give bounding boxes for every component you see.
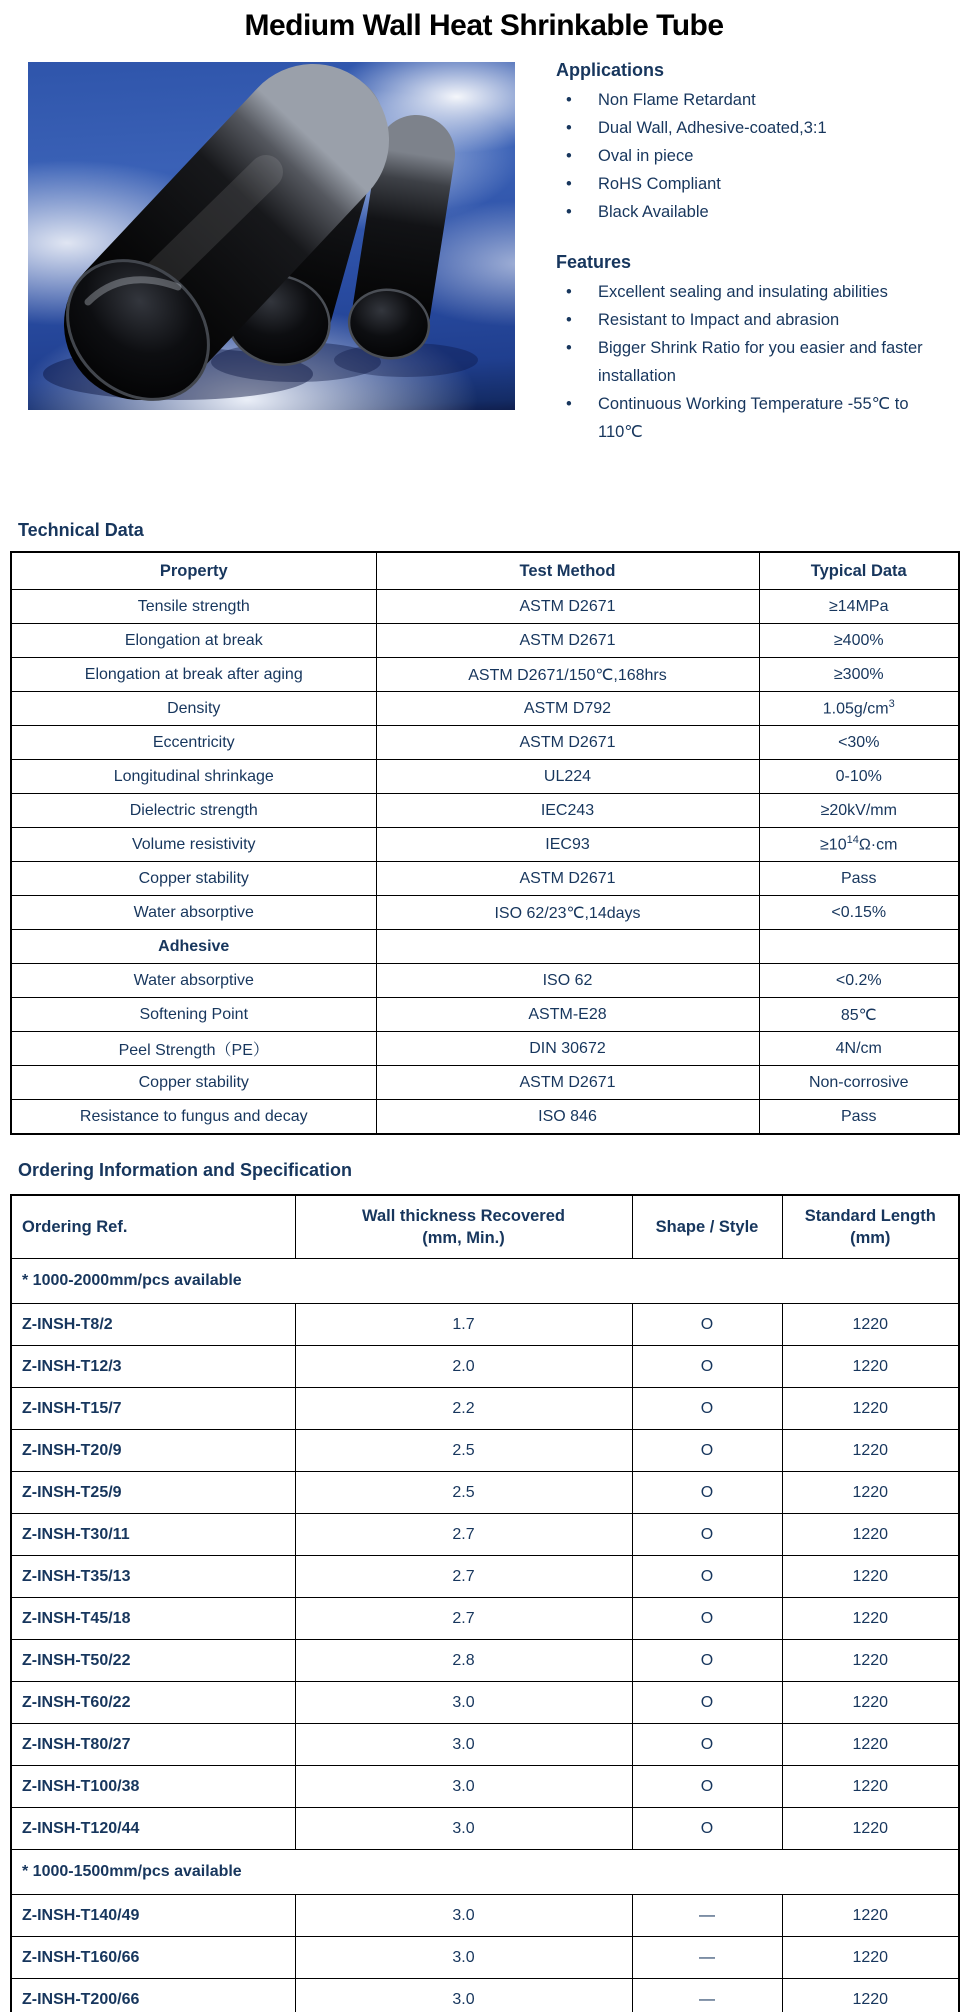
table-cell: 1220 — [782, 1388, 959, 1430]
table-row — [11, 1066, 959, 1100]
ordering-ref-cell: Z-INSH-T25/9 — [11, 1472, 295, 1514]
ordering-ref-cell: Z-INSH-T30/11 — [11, 1514, 295, 1556]
table-cell: 3.0 — [295, 1937, 632, 1979]
table-cell: 1220 — [782, 1937, 959, 1979]
table-cell: <0.15% — [759, 896, 959, 930]
list-item — [556, 170, 956, 198]
table-row — [11, 1514, 959, 1556]
table-cell: O — [632, 1640, 782, 1682]
value-part: 1.05g/cm — [822, 700, 889, 718]
ordering-ref-cell: Z-INSH-T12/3 — [11, 1346, 295, 1388]
table-cell: Peel Strength（PE） — [11, 1032, 376, 1066]
value-superscript: 3 — [888, 698, 895, 711]
table-row — [11, 760, 959, 794]
section-label: * 1000-2000mm/pcs available — [11, 1259, 959, 1304]
table-cell: 1220 — [782, 1766, 959, 1808]
list-item-text: Resistant to Impact and abrasion — [598, 311, 840, 329]
table-row — [11, 794, 959, 828]
table-cell: 3.0 — [295, 1979, 632, 2012]
table-header-row — [11, 1195, 959, 1259]
table-header-cell: Ordering Ref. — [11, 1195, 295, 1259]
table-cell: O — [632, 1766, 782, 1808]
table-cell — [759, 828, 959, 862]
ordering-ref-cell: Z-INSH-T15/7 — [11, 1388, 295, 1430]
table-cell: Resistance to fungus and decay — [11, 1100, 376, 1135]
table-row — [11, 964, 959, 998]
table-cell: ASTM D792 — [376, 692, 759, 726]
header-line: Wall thickness Recovered — [362, 1207, 565, 1225]
list-item — [556, 390, 956, 446]
bullet-icon: • — [566, 203, 572, 221]
ordering-ref-cell: Z-INSH-T80/27 — [11, 1724, 295, 1766]
table-cell: 1220 — [782, 1514, 959, 1556]
table-header-cell: Shape / Style — [632, 1195, 782, 1259]
table-cell: 2.0 — [295, 1346, 632, 1388]
table-cell: Elongation at break after aging — [11, 658, 376, 692]
bullet-icon: • — [566, 311, 572, 329]
table-cell: 4N/cm — [759, 1032, 959, 1066]
table-row — [11, 1724, 959, 1766]
table-row — [11, 1979, 959, 2012]
table-row — [11, 998, 959, 1032]
table-cell: ≥20kV/mm — [759, 794, 959, 828]
features-heading: Features — [556, 252, 632, 272]
table-cell: — — [632, 1979, 782, 2012]
table-cell: ISO 62 — [376, 964, 759, 998]
table-cell: <30% — [759, 726, 959, 760]
ordering-ref-cell: Z-INSH-T60/22 — [11, 1682, 295, 1724]
table-cell: 3.0 — [295, 1766, 632, 1808]
table-cell: Water absorptive — [11, 896, 376, 930]
table-row — [11, 862, 959, 896]
table-row — [11, 1430, 959, 1472]
table-row — [11, 1808, 959, 1850]
table-cell: UL224 — [376, 760, 759, 794]
table-cell: O — [632, 1514, 782, 1556]
table-subheader-row — [11, 930, 959, 964]
header-line: (mm) — [850, 1229, 891, 1247]
bullet-icon: • — [566, 283, 572, 301]
list-item-text: Black Available — [598, 203, 709, 221]
table-cell: 1220 — [782, 1304, 959, 1346]
value-superscript: 14 — [846, 834, 859, 847]
list-item-text: Non Flame Retardant — [598, 91, 756, 109]
table-cell: 2.8 — [295, 1640, 632, 1682]
table-row — [11, 1640, 959, 1682]
list-item — [556, 334, 956, 390]
table-header-cell: Property — [11, 552, 376, 590]
page-title: Medium Wall Heat Shrinkable Tube — [244, 9, 724, 42]
ordering-ref-cell: Z-INSH-T20/9 — [11, 1430, 295, 1472]
bullet-icon: • — [566, 147, 572, 165]
table-header-cell: Test Method — [376, 552, 759, 590]
list-item — [556, 198, 956, 226]
table-cell: O — [632, 1556, 782, 1598]
table-cell: 3.0 — [295, 1895, 632, 1937]
table-cell: 1220 — [782, 1895, 959, 1937]
table-cell: Non-corrosive — [759, 1066, 959, 1100]
table-cell: <0.2% — [759, 964, 959, 998]
table-cell: Density — [11, 692, 376, 726]
bullet-icon: • — [566, 339, 572, 357]
table-header-cell — [782, 1195, 959, 1259]
features-list — [556, 278, 956, 446]
table-cell: ASTM D2671 — [376, 590, 759, 624]
table-row — [11, 1895, 959, 1937]
table-subheader-cell: Adhesive — [11, 930, 376, 964]
table-row — [11, 1472, 959, 1514]
table-header-cell: Typical Data — [759, 552, 959, 590]
table-row — [11, 726, 959, 760]
list-item-text: Continuous Working Temperature -55℃ to 110℃ — [598, 395, 909, 441]
table-cell — [759, 930, 959, 964]
applications-list — [556, 86, 956, 226]
bullet-icon: • — [566, 119, 572, 137]
section-row — [11, 1259, 959, 1304]
table-cell: Dielectric strength — [11, 794, 376, 828]
table-cell: 85℃ — [759, 998, 959, 1032]
table-cell: O — [632, 1430, 782, 1472]
bullet-icon: • — [566, 395, 572, 413]
header-line: Standard Length — [804, 1207, 936, 1225]
header-line: (mm, Min.) — [422, 1229, 505, 1247]
table-cell — [759, 692, 959, 726]
table-cell: — — [632, 1937, 782, 1979]
table-header-cell — [295, 1195, 632, 1259]
table-row — [11, 1682, 959, 1724]
table-cell: Copper stability — [11, 862, 376, 896]
table-cell: 1220 — [782, 1640, 959, 1682]
table-row — [11, 658, 959, 692]
table-cell: DIN 30672 — [376, 1032, 759, 1066]
bullet-icon: • — [566, 91, 572, 109]
value-part: Ω·cm — [858, 836, 898, 854]
table-row — [11, 1556, 959, 1598]
table-cell: IEC93 — [376, 828, 759, 862]
table-cell: 1220 — [782, 1682, 959, 1724]
table-cell: ASTM D2671 — [376, 862, 759, 896]
table-cell: Pass — [759, 1100, 959, 1135]
product-photo — [28, 62, 515, 410]
table-header-row — [11, 552, 959, 590]
table-cell: 1220 — [782, 1430, 959, 1472]
table-cell: ISO 846 — [376, 1100, 759, 1135]
table-cell: IEC243 — [376, 794, 759, 828]
table-cell: 2.2 — [295, 1388, 632, 1430]
table-cell: Elongation at break — [11, 624, 376, 658]
table-cell: 2.5 — [295, 1472, 632, 1514]
table-cell: 0-10% — [759, 760, 959, 794]
ordering-ref-cell: Z-INSH-T160/66 — [11, 1937, 295, 1979]
table-row — [11, 1032, 959, 1066]
table-cell: 1220 — [782, 1556, 959, 1598]
table-cell: Water absorptive — [11, 964, 376, 998]
ordering-ref-cell: Z-INSH-T45/18 — [11, 1598, 295, 1640]
applications-heading: Applications — [556, 60, 665, 80]
table-cell: ASTM D2671 — [376, 1066, 759, 1100]
table-cell: ISO 62/23℃,14days — [376, 896, 759, 930]
list-item-text: Excellent sealing and insulating abilities — [598, 283, 888, 301]
table-cell: Copper stability — [11, 1066, 376, 1100]
table-row — [11, 1346, 959, 1388]
table-cell: O — [632, 1472, 782, 1514]
table-cell: Eccentricity — [11, 726, 376, 760]
table-cell: 1220 — [782, 1598, 959, 1640]
table-cell: 2.7 — [295, 1556, 632, 1598]
ordering-ref-cell: Z-INSH-T50/22 — [11, 1640, 295, 1682]
table-row — [11, 590, 959, 624]
table-cell: ≥300% — [759, 658, 959, 692]
table-cell: 1220 — [782, 1724, 959, 1766]
table-cell: 1.7 — [295, 1304, 632, 1346]
ordering-ref-cell: Z-INSH-T200/66 — [11, 1979, 295, 2012]
section-label: * 1000-1500mm/pcs available — [11, 1850, 959, 1895]
table-row — [11, 828, 959, 862]
table-cell: 3.0 — [295, 1724, 632, 1766]
section-row — [11, 1850, 959, 1895]
list-item — [556, 306, 956, 334]
table-cell: — — [632, 1895, 782, 1937]
table-row — [11, 896, 959, 930]
table-cell: O — [632, 1388, 782, 1430]
table-cell: ASTM D2671 — [376, 624, 759, 658]
table-row — [11, 692, 959, 726]
table-cell: ASTM D2671 — [376, 726, 759, 760]
table-cell — [376, 930, 759, 964]
list-item-text: Dual Wall, Adhesive-coated,3:1 — [598, 119, 827, 137]
technical-data-table — [10, 551, 960, 1135]
table-cell: Softening Point — [11, 998, 376, 1032]
table-row — [11, 1388, 959, 1430]
list-item-text: Oval in piece — [598, 147, 694, 165]
ordering-heading: Ordering Information and Specification — [18, 1160, 353, 1180]
table-cell: 3.0 — [295, 1682, 632, 1724]
ordering-table — [10, 1194, 960, 2012]
applications-features-column — [556, 58, 956, 470]
table-cell: 1220 — [782, 1472, 959, 1514]
table-row — [11, 624, 959, 658]
ordering-ref-cell: Z-INSH-T140/49 — [11, 1895, 295, 1937]
table-cell: Longitudinal shrinkage — [11, 760, 376, 794]
list-item — [556, 142, 956, 170]
table-cell: 2.7 — [295, 1514, 632, 1556]
table-cell: 2.5 — [295, 1430, 632, 1472]
table-cell: ≥14MPa — [759, 590, 959, 624]
list-item — [556, 114, 956, 142]
table-cell: O — [632, 1598, 782, 1640]
table-cell: Pass — [759, 862, 959, 896]
table-cell: O — [632, 1808, 782, 1850]
value-part: ≥10 — [820, 836, 847, 854]
ordering-ref-cell: Z-INSH-T100/38 — [11, 1766, 295, 1808]
table-cell: 1220 — [782, 1346, 959, 1388]
table-cell: ≥400% — [759, 624, 959, 658]
table-cell: 2.7 — [295, 1598, 632, 1640]
table-cell: 3.0 — [295, 1808, 632, 1850]
table-row — [11, 1937, 959, 1979]
table-cell: 1220 — [782, 1808, 959, 1850]
table-row — [11, 1100, 959, 1135]
heat-shrink-tubes-illustration — [28, 62, 515, 410]
bullet-icon: • — [566, 175, 572, 193]
ordering-ref-cell: Z-INSH-T35/13 — [11, 1556, 295, 1598]
table-row — [11, 1598, 959, 1640]
table-cell: ASTM D2671/150℃,168hrs — [376, 658, 759, 692]
list-item-text: RoHS Compliant — [598, 175, 721, 193]
ordering-ref-cell: Z-INSH-T8/2 — [11, 1304, 295, 1346]
table-cell: O — [632, 1682, 782, 1724]
table-cell: O — [632, 1724, 782, 1766]
table-cell: ASTM-E28 — [376, 998, 759, 1032]
list-item — [556, 278, 956, 306]
list-item-text: Bigger Shrink Ratio for you easier and faster installation — [598, 339, 923, 385]
table-cell: 1220 — [782, 1979, 959, 2012]
table-cell: Tensile strength — [11, 590, 376, 624]
list-item — [556, 86, 956, 114]
ordering-ref-cell: Z-INSH-T120/44 — [11, 1808, 295, 1850]
table-row — [11, 1304, 959, 1346]
technical-data-heading: Technical Data — [18, 520, 144, 540]
table-cell: Volume resistivity — [11, 828, 376, 862]
table-row — [11, 1766, 959, 1808]
table-cell: O — [632, 1304, 782, 1346]
table-cell: O — [632, 1346, 782, 1388]
